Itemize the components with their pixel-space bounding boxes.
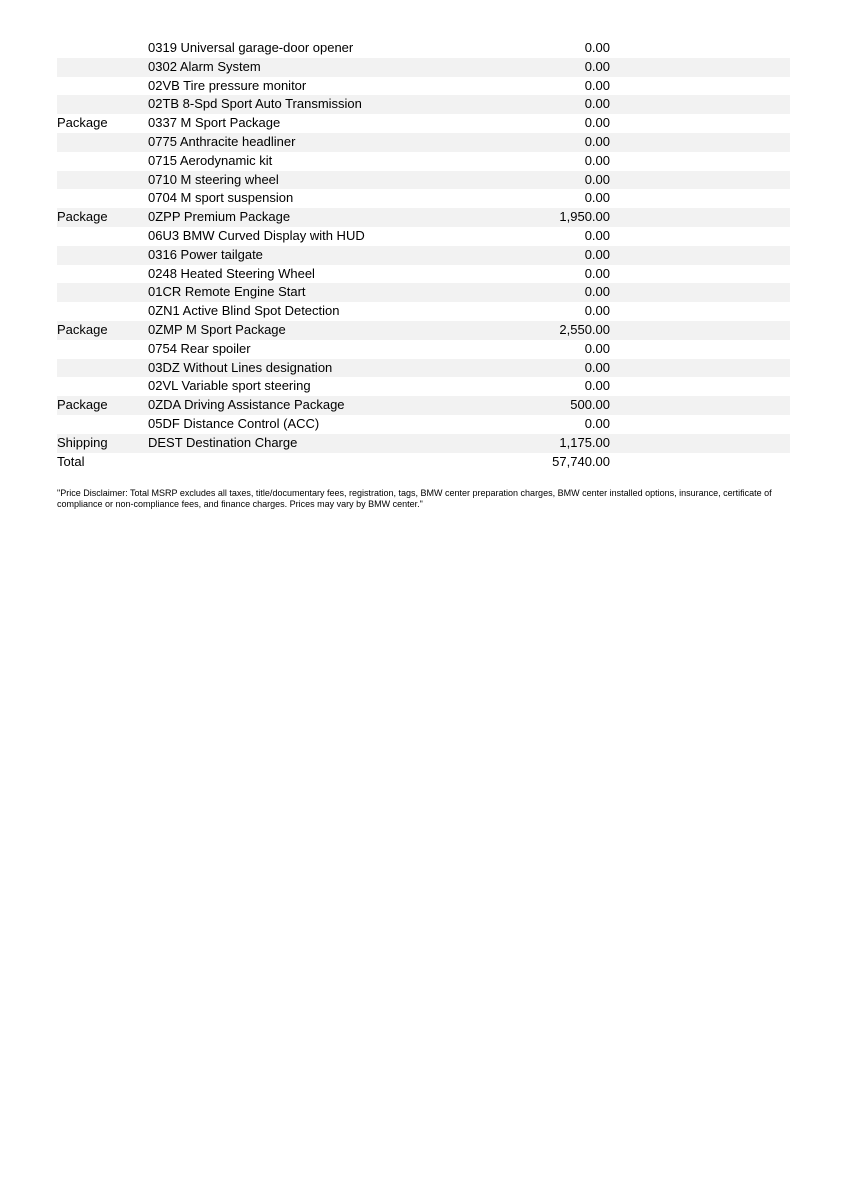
row-category: Package: [57, 209, 108, 225]
table-row: [57, 58, 790, 77]
row-category: [57, 340, 148, 359]
row-price: 0.00: [584, 378, 610, 394]
row-item: 05DF Distance Control (ACC): [148, 415, 320, 431]
row-category: Package: [57, 321, 108, 337]
table-row: [57, 321, 790, 340]
price-table-body: [57, 39, 790, 471]
table-row: [57, 77, 790, 96]
row-price: 0.00: [584, 284, 610, 300]
options-price-table: [57, 39, 790, 471]
table-row: [57, 283, 790, 302]
table-row: [57, 171, 790, 190]
row-category: [57, 95, 148, 114]
row-price: 0.00: [584, 190, 610, 206]
table-row: [57, 39, 790, 58]
row-item: 0ZPP Premium Package: [148, 209, 291, 225]
row-spacer: [610, 189, 790, 208]
row-category: Total: [57, 453, 85, 469]
row-price: 0.00: [584, 359, 610, 375]
row-category: [57, 171, 148, 190]
row-category: [57, 39, 148, 58]
table-row: [57, 114, 790, 133]
row-spacer: [610, 359, 790, 378]
row-spacer: [610, 39, 790, 58]
row-spacer: [610, 283, 790, 302]
row-item: 0ZMP M Sport Package: [148, 321, 286, 337]
row-item: 02TB 8-Spd Sport Auto Transmission: [148, 96, 362, 112]
row-spacer: [610, 227, 790, 246]
row-spacer: [610, 77, 790, 96]
row-item: 0ZN1 Active Blind Spot Detection: [148, 303, 340, 319]
table-row: [57, 340, 790, 359]
row-price: 0.00: [584, 133, 610, 149]
row-category: [57, 265, 148, 284]
table-row: [57, 208, 790, 227]
row-price: 0.00: [584, 171, 610, 187]
row-item: 06U3 BMW Curved Display with HUD: [148, 227, 365, 243]
row-item: 0754 Rear spoiler: [148, 340, 251, 356]
row-category: [57, 302, 148, 321]
row-spacer: [610, 208, 790, 227]
row-price: 0.00: [584, 303, 610, 319]
row-spacer: [610, 377, 790, 396]
row-price: 0.00: [584, 77, 610, 93]
row-spacer: [610, 265, 790, 284]
row-item: 02VB Tire pressure monitor: [148, 77, 307, 93]
row-price: 0.00: [584, 415, 610, 431]
table-row: [57, 189, 790, 208]
row-spacer: [610, 434, 790, 453]
row-category: [57, 58, 148, 77]
table-row: [57, 359, 790, 378]
row-item: 01CR Remote Engine Start: [148, 284, 306, 300]
row-item: 0715 Aerodynamic kit: [148, 152, 273, 168]
row-item: 0775 Anthracite headliner: [148, 133, 296, 149]
row-item: 0316 Power tailgate: [148, 246, 263, 262]
row-item: 0337 M Sport Package: [148, 115, 281, 131]
table-row: [57, 377, 790, 396]
row-category: Package: [57, 115, 108, 131]
row-category: [57, 152, 148, 171]
row-price: 0.00: [584, 340, 610, 356]
row-price: 0.00: [584, 40, 610, 55]
row-category: [57, 377, 148, 396]
row-price: 57,740.00: [552, 453, 610, 469]
row-item: 02VL Variable sport steering: [148, 378, 311, 394]
row-spacer: [610, 302, 790, 321]
row-category: [57, 246, 148, 265]
row-price: 0.00: [584, 152, 610, 168]
row-category: [57, 283, 148, 302]
table-row: [57, 152, 790, 171]
row-price: 0.00: [584, 246, 610, 262]
row-category: Shipping: [57, 434, 108, 450]
row-category: [57, 133, 148, 152]
row-item: 03DZ Without Lines designation: [148, 359, 333, 375]
row-price: 0.00: [584, 58, 610, 74]
row-price: 0.00: [584, 227, 610, 243]
table-row: [57, 227, 790, 246]
row-price: 0.00: [584, 265, 610, 281]
row-price: 500.00: [570, 397, 610, 413]
row-spacer: [610, 171, 790, 190]
price-disclaimer-text: "Price Disclaimer: Total MSRP excludes all taxes, title/documentary fees, registration, tags, BMW center preparation charges, BMW center installed options, insurance, certificate of compliance or non-compliance fees, and finance charges. Prices may vary by BMW center.": [57, 488, 772, 510]
row-item: 0248 Heated Steering Wheel: [148, 265, 315, 281]
row-item: [148, 453, 493, 472]
row-spacer: [610, 415, 790, 434]
row-spacer: [610, 246, 790, 265]
row-category: [57, 189, 148, 208]
table-row: [57, 415, 790, 434]
row-item: 0710 M steering wheel: [148, 171, 279, 187]
row-spacer: [610, 453, 790, 472]
table-row: [57, 265, 790, 284]
row-category: [57, 359, 148, 378]
row-item: 0302 Alarm System: [148, 58, 261, 74]
table-row: [57, 453, 790, 472]
row-spacer: [610, 340, 790, 359]
row-item: 0319 Universal garage-door opener: [148, 40, 354, 55]
row-price: 1,950.00: [559, 209, 610, 225]
row-item: DEST Destination Charge: [148, 434, 298, 450]
row-category: [57, 415, 148, 434]
row-price: 0.00: [584, 115, 610, 131]
table-row: [57, 246, 790, 265]
table-row: [57, 396, 790, 415]
row-spacer: [610, 152, 790, 171]
table-row: [57, 133, 790, 152]
row-spacer: [610, 114, 790, 133]
row-item: 0ZDA Driving Assistance Package: [148, 397, 345, 413]
row-item: 0704 M sport suspension: [148, 190, 294, 206]
row-price: 1,175.00: [559, 434, 610, 450]
table-row: [57, 434, 790, 453]
row-category: [57, 227, 148, 246]
row-spacer: [610, 95, 790, 114]
row-price: 0.00: [584, 96, 610, 112]
row-category: Package: [57, 397, 108, 413]
row-category: [57, 77, 148, 96]
table-row: [57, 95, 790, 114]
row-spacer: [610, 321, 790, 340]
table-row: [57, 302, 790, 321]
row-price: 2,550.00: [559, 321, 610, 337]
pricing-content: [57, 39, 790, 510]
row-spacer: [610, 396, 790, 415]
row-spacer: [610, 58, 790, 77]
row-spacer: [610, 133, 790, 152]
